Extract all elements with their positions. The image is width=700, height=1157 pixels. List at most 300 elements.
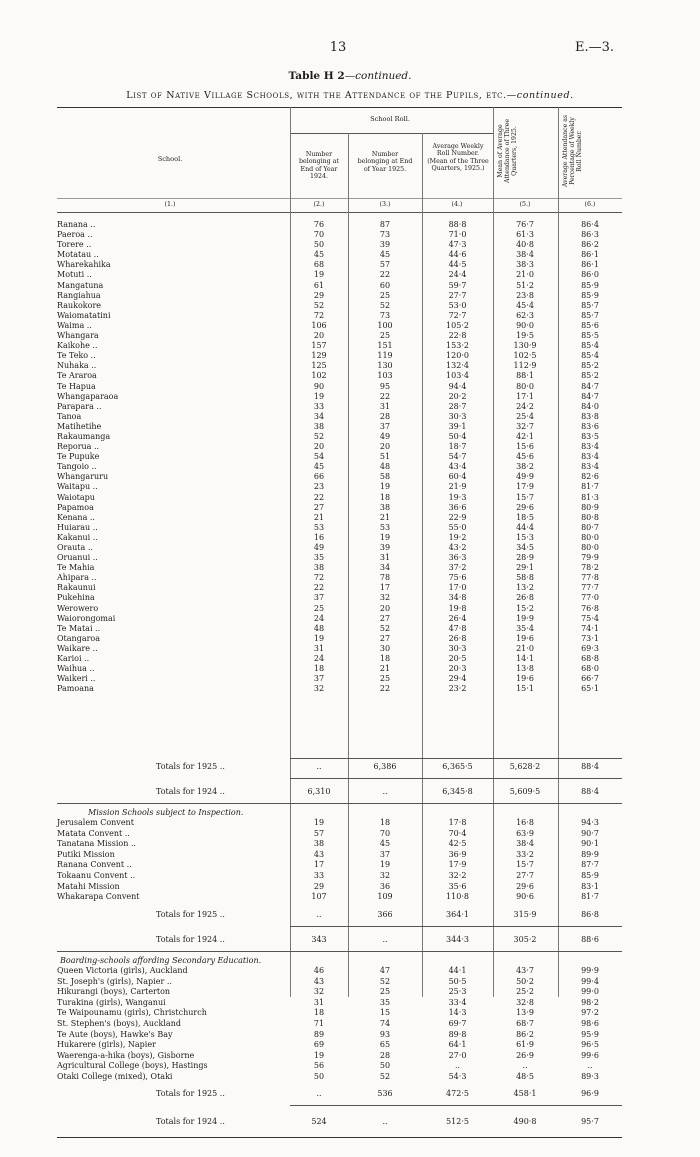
weekly-roll: 18·7 xyxy=(448,442,467,452)
attendance-pct: 85·2 xyxy=(581,361,599,371)
native-section-end-rule xyxy=(57,803,622,804)
roll-1924: 89 xyxy=(313,1029,325,1039)
table-row xyxy=(0,281,700,291)
weekly-roll: 50·4 xyxy=(448,431,467,441)
roll-1924: 27 xyxy=(313,502,325,512)
roll-1925: 25 xyxy=(379,674,391,684)
mean-attendance: 19·5 xyxy=(516,331,534,341)
table-row xyxy=(0,493,700,503)
roll-1925: 47 xyxy=(379,966,391,975)
roll-1924: 72 xyxy=(313,310,325,320)
roll-1925: 22 xyxy=(379,391,391,401)
weekly-roll: 23·2 xyxy=(448,684,467,694)
table-row xyxy=(0,442,700,452)
roll-1924: 49 xyxy=(313,543,325,552)
mission-schools-list xyxy=(0,818,700,903)
school-name: Otangaroa xyxy=(57,633,100,643)
mean-attendance: 38·4 xyxy=(516,839,534,849)
roll-1925: 36 xyxy=(379,881,391,891)
school-name: Waihua .. xyxy=(57,664,95,674)
page-reference: E.—3. xyxy=(575,40,615,55)
table-subtitle-text: List of Native Village Schools, with the Attendance of the Pupils, etc. xyxy=(126,90,507,101)
attendance-pct: 87·7 xyxy=(581,860,599,870)
roll-1925: 20 xyxy=(379,603,391,613)
school-name: Queen Victoria (girls), Auckland xyxy=(57,966,188,975)
table-row xyxy=(0,624,700,634)
roll-1924: 129 xyxy=(311,351,327,361)
attendance-pct: 99·4 xyxy=(581,976,599,986)
school-name: St. Stephen's (boys), Auckland xyxy=(57,1018,181,1028)
roll-1924: 107 xyxy=(311,892,327,902)
weekly-roll: 30·3 xyxy=(448,643,467,653)
weekly-roll: 30·3 xyxy=(448,411,467,421)
school-name: Tanoa xyxy=(57,411,82,421)
school-name: Te Teko .. xyxy=(57,351,96,361)
table-row xyxy=(0,882,700,893)
mean-attendance: 45·6 xyxy=(516,452,534,462)
header-col2: Number belonging at End of Year 1924. xyxy=(298,151,340,180)
table-row xyxy=(0,892,700,903)
roll-1925: 18 xyxy=(379,818,391,827)
table-row xyxy=(0,634,700,644)
mean-attendance: 48·5 xyxy=(516,1071,534,1081)
school-name: Ahipara .. xyxy=(57,573,97,583)
table-row xyxy=(0,240,700,250)
mean-attendance: 32·7 xyxy=(516,421,534,431)
mean-attendance: 28·9 xyxy=(516,553,534,563)
totals-1924: .. xyxy=(316,910,322,919)
table-row xyxy=(0,230,700,240)
roll-1925: 58 xyxy=(379,472,391,482)
table-row xyxy=(0,987,700,998)
attendance-pct: 86·1 xyxy=(581,250,599,260)
colnum-1: (1.) xyxy=(164,201,176,208)
attendance-pct: 85·9 xyxy=(581,280,599,290)
table-row xyxy=(0,573,700,583)
roll-1924: 50 xyxy=(313,240,325,250)
mission-totals-1924 xyxy=(0,935,700,949)
native-totals-1925 xyxy=(0,762,700,776)
page-number: 13 xyxy=(329,40,347,55)
school-name: Tanatana Mission .. xyxy=(57,839,136,849)
attendance-pct: 73·1 xyxy=(581,633,599,643)
roll-1925: 25 xyxy=(379,290,391,300)
mean-attendance: 38·2 xyxy=(516,462,534,472)
mission-heading: Mission Schools subject to Inspection. xyxy=(88,808,244,817)
roll-1924: 22 xyxy=(313,492,325,502)
roll-1924: 37 xyxy=(313,593,325,603)
school-name: Whangaruru xyxy=(57,472,109,482)
roll-1925: 31 xyxy=(379,553,391,563)
mean-attendance: 44·4 xyxy=(516,522,534,532)
table-row xyxy=(0,412,700,422)
totals-label: Totals for 1924 .. xyxy=(156,1117,225,1126)
roll-1924: 76 xyxy=(313,220,325,229)
table-row xyxy=(0,523,700,533)
attendance-pct: 74·1 xyxy=(581,623,599,633)
roll-1924: 52 xyxy=(313,300,325,310)
roll-1924: 19 xyxy=(313,270,325,280)
weekly-roll: 14·3 xyxy=(448,1008,467,1018)
roll-1924: 68 xyxy=(313,260,325,270)
roll-1924: 54 xyxy=(313,452,325,462)
mean-attendance: 29·1 xyxy=(516,563,534,573)
roll-1925: 52 xyxy=(379,976,391,986)
roll-1924: 29 xyxy=(313,290,325,300)
mission-totals-mid-rule xyxy=(290,926,622,927)
school-name: Kenana .. xyxy=(57,512,95,522)
roll-1924: 20 xyxy=(313,331,325,341)
table-end-rule xyxy=(57,1137,622,1138)
school-name: Rangiahua xyxy=(57,290,101,300)
mean-attendance: 58·8 xyxy=(516,573,534,583)
weekly-roll: 17·8 xyxy=(448,818,467,827)
roll-1924: 48 xyxy=(313,623,325,633)
roll-1925: 48 xyxy=(379,462,391,472)
weekly-roll: 20·2 xyxy=(448,391,467,401)
weekly-roll: 47·3 xyxy=(448,240,467,250)
roll-1924: 16 xyxy=(313,532,325,542)
mean-attendance: 40·8 xyxy=(516,240,534,250)
totals-roll: 512·5 xyxy=(446,1117,469,1126)
weekly-roll: 54·7 xyxy=(448,452,467,462)
boarding-totals-mid-rule xyxy=(290,1105,622,1106)
weekly-roll: 21·9 xyxy=(448,482,467,492)
roll-1924: 34 xyxy=(313,411,325,421)
weekly-roll: 54·3 xyxy=(448,1071,467,1081)
mean-attendance: 38·3 xyxy=(516,260,534,270)
mean-attendance: 38·4 xyxy=(516,250,534,260)
roll-1924: 57 xyxy=(313,828,325,838)
school-name: Turakina (girls), Wanganui xyxy=(57,997,166,1007)
attendance-pct: 85·4 xyxy=(581,351,599,361)
table-subtitle-continued: —continued. xyxy=(506,90,574,101)
table-row xyxy=(0,604,700,614)
mean-attendance: 51·2 xyxy=(516,280,534,290)
header-school-roll: School Roll. xyxy=(370,115,410,123)
roll-1925: 65 xyxy=(379,1040,391,1050)
table-row xyxy=(0,1040,700,1051)
attendance-pct: 99·0 xyxy=(581,987,599,997)
school-name: Te Matai .. xyxy=(57,623,101,633)
attendance-pct: 98·2 xyxy=(581,997,599,1007)
mean-attendance: 68·7 xyxy=(516,1018,534,1028)
mean-attendance: 86·2 xyxy=(516,1029,534,1039)
attendance-pct: 81·7 xyxy=(581,482,599,492)
weekly-roll: 33·4 xyxy=(448,997,467,1007)
weekly-roll: 44·5 xyxy=(448,260,467,270)
table-row xyxy=(0,977,700,988)
attendance-pct: 90·7 xyxy=(581,828,599,838)
attendance-pct: 94·3 xyxy=(581,818,599,827)
roll-1925: 51 xyxy=(379,452,391,462)
school-name: Parapara .. xyxy=(57,401,102,411)
colnum-4: (4.) xyxy=(451,201,463,208)
attendance-pct: 83·4 xyxy=(581,462,599,472)
roll-1925: 38 xyxy=(379,502,391,512)
school-name: Te Aute (boys), Hawke's Bay xyxy=(57,1029,173,1039)
table-row xyxy=(0,513,700,523)
mean-attendance: 15·1 xyxy=(516,684,534,694)
mean-attendance: 21·0 xyxy=(516,270,534,280)
school-name: Waiotapu xyxy=(57,492,95,502)
mean-attendance: 61·9 xyxy=(516,1040,534,1050)
weekly-roll: 24·4 xyxy=(448,270,467,280)
colnum-2: (2.) xyxy=(313,201,325,208)
school-name: Waima .. xyxy=(57,320,92,330)
school-name: Pukehina xyxy=(57,593,95,603)
totals-1924: 524 xyxy=(311,1117,327,1126)
roll-1924: 33 xyxy=(313,401,325,411)
attendance-pct: 80·0 xyxy=(581,532,599,542)
table-row xyxy=(0,301,700,311)
roll-1925: 37 xyxy=(379,421,391,431)
roll-1925: 39 xyxy=(379,240,391,250)
roll-1925: 30 xyxy=(379,643,391,653)
mission-section-end-rule xyxy=(57,951,622,952)
roll-1925: 15 xyxy=(379,1008,391,1018)
roll-1925: 18 xyxy=(379,654,391,664)
school-name: Paeroa .. xyxy=(57,230,93,240)
weekly-roll: 27·7 xyxy=(448,290,467,300)
roll-1924: 24 xyxy=(313,613,325,623)
attendance-pct: 66·7 xyxy=(581,674,599,684)
roll-1924: 33 xyxy=(313,870,325,880)
roll-1925: 28 xyxy=(379,411,391,421)
totals-1925: 6,386 xyxy=(373,762,397,771)
roll-1924: 71 xyxy=(313,1018,325,1028)
roll-1925: 95 xyxy=(379,381,391,391)
table-row xyxy=(0,583,700,593)
school-name: Wharekahika xyxy=(57,260,111,270)
weekly-roll: 50·5 xyxy=(448,976,467,986)
table-row xyxy=(0,1051,700,1062)
roll-1925: 93 xyxy=(379,1029,391,1039)
roll-1924: 24 xyxy=(313,654,325,664)
table-row xyxy=(0,311,700,321)
table-row xyxy=(0,371,700,381)
school-name: Whakarapa Convent xyxy=(57,892,140,902)
header-top-rule xyxy=(57,107,622,108)
roll-1925: 57 xyxy=(379,260,391,270)
mean-attendance: 15·7 xyxy=(516,860,534,870)
mean-attendance: 17·1 xyxy=(516,391,534,401)
table-row xyxy=(0,341,700,351)
mean-attendance: .. xyxy=(522,1061,528,1071)
school-name: Te Waipounamu (girls), Christchurch xyxy=(57,1008,207,1018)
boarding-totals-1924 xyxy=(0,1117,700,1131)
roll-1925: 119 xyxy=(377,351,393,361)
table-row xyxy=(0,422,700,432)
table-row xyxy=(0,829,700,840)
roll-1924: 31 xyxy=(313,997,325,1007)
colnum-5: (5.) xyxy=(519,201,531,208)
school-name: Waikare .. xyxy=(57,643,98,653)
roll-1924: 19 xyxy=(313,818,325,827)
school-name: Huiarau .. xyxy=(57,522,98,532)
table-row xyxy=(0,543,700,553)
totals-label: Totals for 1925 .. xyxy=(156,1089,225,1098)
weekly-roll: 70·4 xyxy=(448,828,467,838)
mean-attendance: 24·2 xyxy=(516,401,534,411)
mean-attendance: 16·8 xyxy=(516,818,534,827)
school-name: Putiki Mission xyxy=(57,849,115,859)
mean-attendance: 34·5 xyxy=(516,543,534,552)
attendance-pct: 83·5 xyxy=(581,431,599,441)
totals-pct: 88·4 xyxy=(581,787,599,796)
attendance-pct: 77·8 xyxy=(581,573,599,583)
mean-attendance: 13·9 xyxy=(516,1008,534,1018)
weekly-roll: 75·6 xyxy=(448,573,467,583)
weekly-roll: 69·7 xyxy=(448,1018,467,1028)
attendance-pct: 80·9 xyxy=(581,502,599,512)
roll-1925: 73 xyxy=(379,310,391,320)
roll-1924: 72 xyxy=(313,573,325,583)
roll-1925: 35 xyxy=(379,997,391,1007)
roll-1925: 37 xyxy=(379,849,391,859)
school-name: Waiorongomai xyxy=(57,613,116,623)
table-row xyxy=(0,644,700,654)
table-row xyxy=(0,291,700,301)
mean-attendance: 43·7 xyxy=(516,966,534,975)
totals-1925: .. xyxy=(382,787,388,796)
roll-1925: 22 xyxy=(379,684,391,694)
roll-1925: 19 xyxy=(379,532,391,542)
mean-attendance: 33·2 xyxy=(516,849,534,859)
mission-totals-1925 xyxy=(0,910,700,924)
mean-attendance: 27·7 xyxy=(516,870,534,880)
attendance-pct: 75·4 xyxy=(581,613,599,623)
roll-1924: 17 xyxy=(313,860,325,870)
roll-1924: 19 xyxy=(313,633,325,643)
table-row xyxy=(0,331,700,341)
school-name: Te Araroa xyxy=(57,371,97,381)
totals-roll: 6,345·8 xyxy=(442,787,473,796)
table-row xyxy=(0,533,700,543)
school-name: Karioi .. xyxy=(57,654,90,664)
school-name: Hikurangi (boys), Carterton xyxy=(57,987,171,997)
school-name: Whangaparaoa xyxy=(57,391,119,401)
table-row xyxy=(0,553,700,563)
weekly-roll: 39·1 xyxy=(448,421,467,431)
school-name: Jerusalem Convent xyxy=(57,818,134,827)
header-col5: Mean of Average Attendance of Three Quarters, 1925. xyxy=(497,118,519,184)
weekly-roll: 55·0 xyxy=(448,522,467,532)
attendance-pct: 84·0 xyxy=(581,401,599,411)
roll-1925: 78 xyxy=(379,573,391,583)
mean-attendance: 17·9 xyxy=(516,482,534,492)
attendance-pct: 83·8 xyxy=(581,411,599,421)
school-name: Kakanui .. xyxy=(57,532,98,542)
mean-attendance: 112·9 xyxy=(513,361,537,371)
table-row xyxy=(0,402,700,412)
roll-1924: 22 xyxy=(313,583,325,593)
roll-1924: 61 xyxy=(313,280,325,290)
mean-attendance: 25·2 xyxy=(516,987,534,997)
mean-attendance: 15·3 xyxy=(516,532,534,542)
attendance-pct: 83·4 xyxy=(581,442,599,452)
roll-1925: 32 xyxy=(379,593,391,603)
weekly-roll: 132·4 xyxy=(446,361,469,371)
school-name: Ranana Convent .. xyxy=(57,860,132,870)
attendance-pct: 65·1 xyxy=(581,684,599,694)
attendance-pct: 69·3 xyxy=(581,643,599,653)
roll-1924: 29 xyxy=(313,881,325,891)
attendance-pct: 85·7 xyxy=(581,310,599,320)
school-name: Orauta .. xyxy=(57,543,93,552)
roll-1924: 32 xyxy=(313,987,325,997)
table-row xyxy=(0,472,700,482)
roll-1924: 69 xyxy=(313,1040,325,1050)
roll-1924: 125 xyxy=(311,361,327,371)
attendance-pct: 96·5 xyxy=(581,1040,599,1050)
roll-1925: 21 xyxy=(379,664,391,674)
roll-1925: 52 xyxy=(379,1071,391,1081)
attendance-pct: 83·1 xyxy=(581,881,599,891)
weekly-roll: 32·2 xyxy=(448,870,467,880)
weekly-roll: .. xyxy=(454,1061,461,1071)
table-row xyxy=(0,1030,700,1041)
attendance-pct: 86·0 xyxy=(581,270,599,280)
weekly-roll: 89·8 xyxy=(448,1029,467,1039)
attendance-pct: 84·7 xyxy=(581,391,599,401)
weekly-roll: 47·8 xyxy=(448,623,467,633)
table-row xyxy=(0,654,700,664)
totals-roll: 472·5 xyxy=(446,1089,469,1098)
weekly-roll: 44·1 xyxy=(448,966,467,975)
mean-attendance: 102·5 xyxy=(513,351,537,361)
table-title xyxy=(0,70,700,82)
weekly-roll: 17·0 xyxy=(448,583,467,593)
totals-roll: 364·1 xyxy=(446,910,469,919)
totals-mean: 305·2 xyxy=(513,935,537,944)
weekly-roll: 22·8 xyxy=(448,331,467,341)
table-row xyxy=(0,462,700,472)
totals-1924: .. xyxy=(316,1089,322,1098)
mean-attendance: 35·4 xyxy=(516,623,534,633)
weekly-roll: 72·7 xyxy=(448,310,467,320)
attendance-pct: 99·6 xyxy=(581,1050,599,1060)
attendance-pct: 77·7 xyxy=(581,583,599,593)
attendance-pct: .. xyxy=(587,1061,593,1071)
attendance-pct: 82·6 xyxy=(581,472,599,482)
school-name: Hukarere (girls), Napier xyxy=(57,1040,156,1050)
attendance-pct: 90·1 xyxy=(581,839,599,849)
weekly-roll: 103·4 xyxy=(446,371,469,381)
totals-1924: .. xyxy=(316,762,322,771)
roll-1924: 38 xyxy=(313,421,325,431)
roll-1925: 52 xyxy=(379,623,391,633)
school-name: Werowero xyxy=(57,603,99,613)
header-col3: Number belonging at End of Year 1925. xyxy=(357,151,413,173)
school-name: Waerenga-a-hika (boys), Gisborne xyxy=(57,1050,195,1060)
weekly-roll: 26·8 xyxy=(448,633,467,643)
table-row xyxy=(0,351,700,361)
table-title-continued: —continued. xyxy=(344,70,412,82)
roll-1925: 27 xyxy=(379,633,391,643)
weekly-roll: 88·8 xyxy=(448,220,467,229)
mean-attendance: 90·6 xyxy=(516,892,534,902)
totals-pct: 95·7 xyxy=(581,1117,599,1126)
attendance-pct: 83·4 xyxy=(581,452,599,462)
roll-1925: 45 xyxy=(379,839,391,849)
table-row xyxy=(0,270,700,280)
attendance-pct: 78·2 xyxy=(581,563,599,573)
totals-mean: 5,609·5 xyxy=(509,787,541,796)
school-name: Tokaanu Convent .. xyxy=(57,870,136,880)
attendance-pct: 80·8 xyxy=(581,512,599,522)
roll-1925: 27 xyxy=(379,613,391,623)
